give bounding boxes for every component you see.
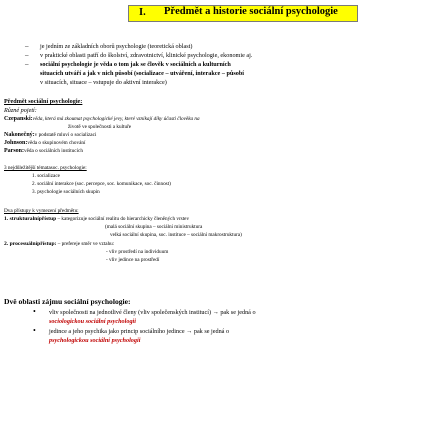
parson-text: věda o sociálních institucích: [24, 148, 83, 154]
oblasti-item-emph: psychologickou sociální psychologii: [49, 337, 141, 344]
strukturalni-label: 1. strukturalnípřístup: [4, 216, 57, 222]
pristupy-heading: Dva přístupy k vymezení předmětu:: [4, 208, 79, 214]
procesualni-row: [4, 241, 114, 247]
dash-bullet-icon: –: [25, 51, 29, 59]
procesualni-sub: - vliv prostředí na individuum: [106, 249, 169, 255]
johnson-text: věda o skupinovém chování: [27, 140, 86, 146]
johnson-row: [4, 140, 85, 146]
oblasti-heading: Dvě oblasti zájmu sociální psychologie:: [4, 297, 131, 306]
nakonecny-row: [4, 132, 96, 138]
czepanski-label: Czepanski:: [4, 116, 33, 122]
procesualni-sub: - vliv jedince na prostředí: [106, 257, 160, 263]
procesualni-label: 2. procesuálnípřístup:: [4, 241, 57, 247]
bullet-icon: •: [33, 326, 36, 335]
predmet-heading: Předmět sociální psychologie:: [4, 98, 83, 105]
bullet-icon: •: [33, 307, 36, 316]
strukturalni-sub: velká sociální skupina, soc. instituce – sociální makrostruktura): [110, 232, 242, 238]
parson-row: [4, 148, 83, 154]
intro-line: situacích utváří a jak v nich působí (socializace – utváření, interakce – působí: [40, 70, 245, 77]
temata-heading: 3 nejdůležitější tématasoc. psychologie:: [4, 165, 87, 171]
czepanski-text-2: životě ve společnosti a kultuře: [68, 124, 132, 130]
temata-item: 1. socializace: [32, 173, 60, 179]
dash-bullet-icon: –: [25, 42, 29, 50]
intro-line: sociální psychologie je věda o tom jak se člověk v sociálních a kulturních: [40, 61, 231, 68]
nakonecny-label: Nakonečný:: [4, 132, 35, 138]
strukturalni-row: [4, 216, 189, 222]
oblasti-item-emph: sociologickou sociální psychologii: [49, 318, 136, 325]
intro-line: je jedním ze základních oborů psychologie (teoretická oblast): [40, 43, 193, 50]
procesualni-text: – prefereje směr ve vztahu:: [57, 241, 115, 247]
section-number: I.: [139, 7, 146, 18]
oblasti-item: jedince a jeho psychika jako princip sociálního jedince → pak se jedná o: [49, 328, 230, 335]
czepanski-text: věda, která má zkoumat psychologické jevy, které vznikají díky účasti člověka na: [32, 116, 200, 122]
temata-item: 2. sociální interakce (soc. percepce, soc. komunikace, soc. činnost): [32, 181, 171, 187]
johnson-label: Johnson:: [4, 140, 28, 146]
nakonecny-text: v podstatě mluví o socializaci: [34, 132, 97, 138]
temata-item: 3. psychologie sociálních skupin: [32, 189, 100, 195]
intro-line: v situacích, situace – vstupuje do aktivní interakce): [40, 79, 167, 86]
page-title: Předmět a historie sociální psychologie: [164, 6, 338, 17]
strukturalni-sub: (malá sociální skupina – sociální ministruktura: [105, 224, 203, 230]
dash-bullet-icon: –: [25, 60, 29, 68]
oblasti-item: vliv společnosti na jednotlivé členy (vliv společenských institucí) → pak se jedná o: [49, 309, 256, 316]
intro-line: v praktické oblasti patří do školství, zdravotnictví, klinické psychologie, ekonomie aj.: [40, 52, 253, 59]
predmet-sub: Různé pojetí:: [4, 107, 37, 114]
czepanski-row: [4, 116, 200, 122]
parson-label: Parson:: [4, 148, 24, 154]
strukturalni-text: – kategorizuje sociální realitu do hierarchicky členěných vrstev: [57, 216, 190, 222]
